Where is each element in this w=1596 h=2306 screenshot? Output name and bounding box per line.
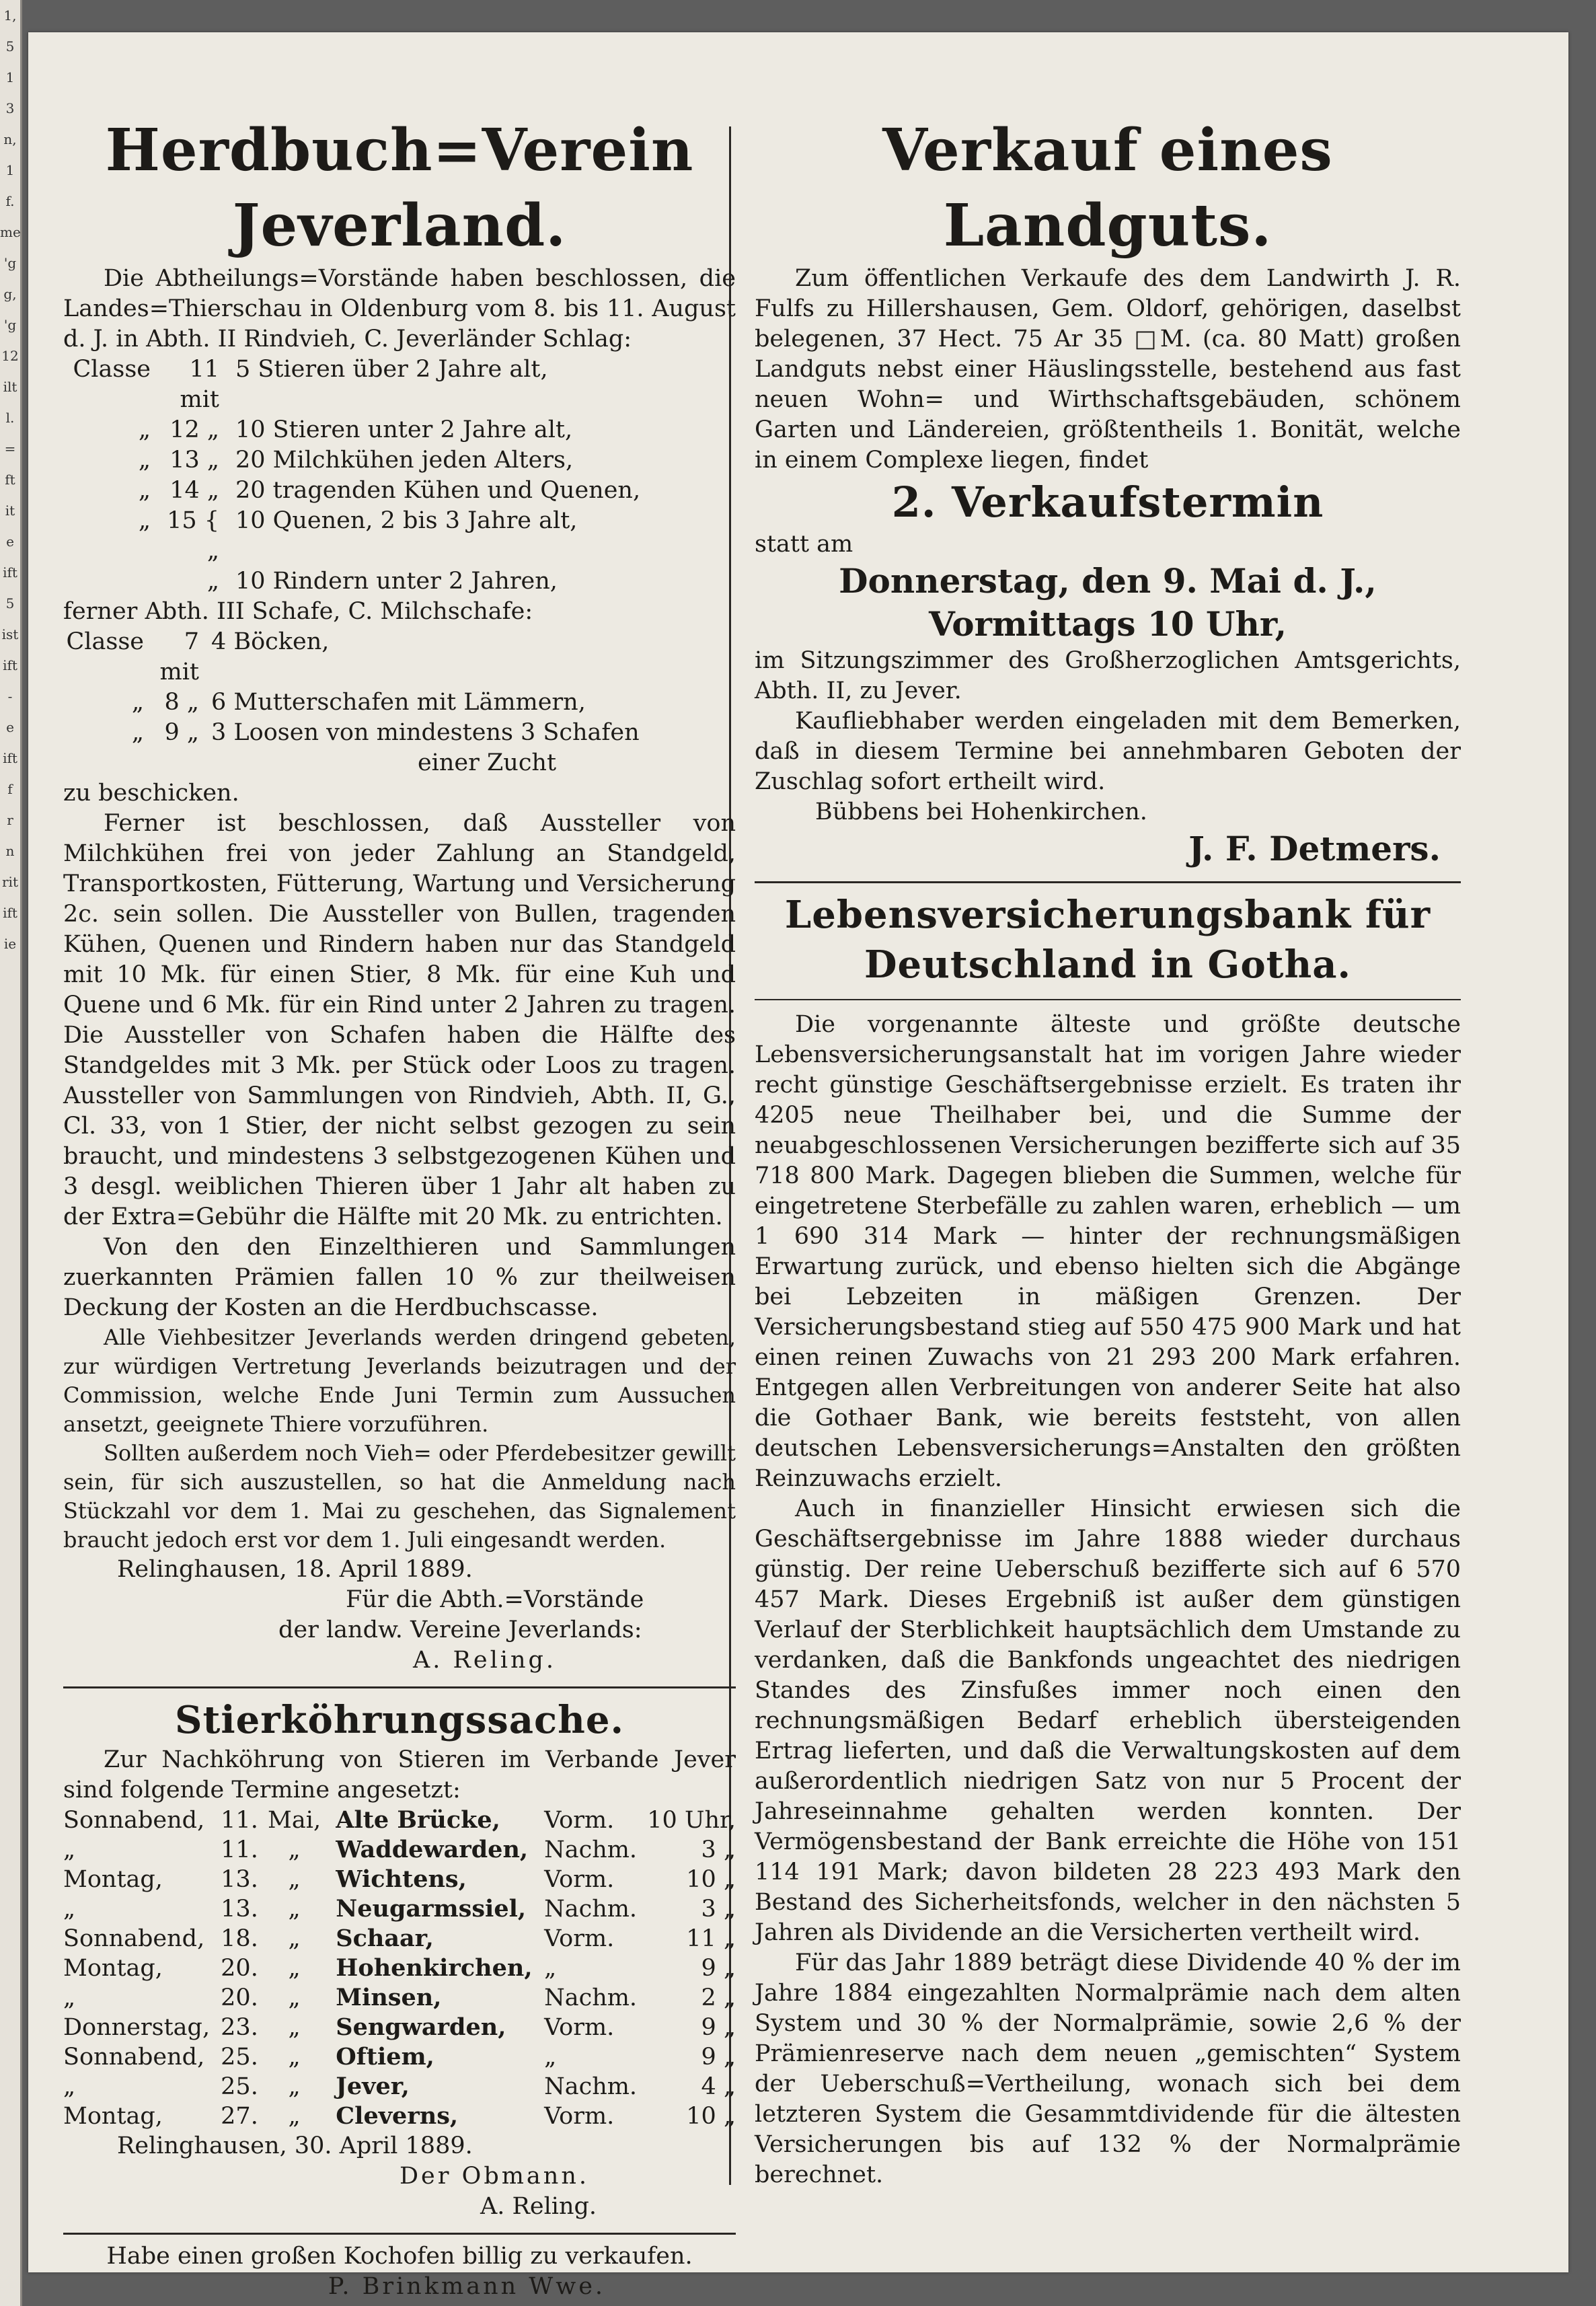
schedule-weekday: Sonnabend,	[63, 2044, 205, 2071]
edge-mark: 'g	[3, 317, 17, 333]
class-number: 11 mit	[180, 356, 219, 413]
edge-mark: l.	[5, 410, 15, 426]
schedule-row	[63, 1983, 736, 2013]
class-label: Classe	[66, 628, 144, 655]
schedule-month: „	[288, 1866, 301, 1893]
schedule-place: Jever,	[336, 2073, 410, 2100]
schedule-hour: 9 „	[701, 2014, 736, 2041]
class-description: 6 Mutterschafen mit Lämmern,	[211, 689, 586, 716]
schedule-hour: 10 „	[686, 2103, 736, 2130]
gotha-paragraph-2: Auch in finanzieller Hinsicht erwiesen sich die Geschäftsergebnisse im Jahre 1888 wieder durchaus günstig. Der reine Ueberschuß bezifferte sich auf 6 570 457 Mark. Dieses Ergebniß ist außer dem günstigen Verlauf der Sterblichkeit hauptsächlich dem Umstande zu verdanken, daß die Bankfonds ungeachtet des niedrigen Standes des Zinsfußes immer noch einen den rechnungsmäßigen Bedarf erheblich übersteigenden Ertrag lieferten, und daß die Verwaltungskosten auf dem außerordentlich niedrigen Satz von nur 5 Procent der Jahreseinnahme gehalten werden konnten. Der Vermögensbestand der Bank erreichte die Höhe von 151 114 191 Mark; davon bildeten 28 223 493 Mark den Bestand des Sicherheitsfonds, welcher in den nächsten 5 Jahren als Dividende an die Versicherten vertheilt wird.	[755, 1495, 1461, 1946]
class-description: 3 Loosen von mindestens 3 Schafen	[211, 719, 640, 746]
schedule-time-of-day: Nachm.	[544, 2073, 638, 2100]
signer: A. Reling.	[413, 1647, 557, 1674]
schedule-hour: 11 „	[686, 1925, 736, 1952]
schedule-day: 20.	[221, 1984, 258, 2011]
schedule-month: „	[288, 1984, 301, 2011]
schedule-time-of-day: „	[544, 2044, 557, 2071]
breed-line: einer Zucht	[417, 749, 557, 776]
edge-mark: 12	[1, 348, 19, 364]
schedule-hour: 9 „	[701, 1955, 736, 1982]
stierkoehrung-title: Stierköhrungssache.	[175, 1698, 624, 1742]
class-label: „	[131, 719, 144, 746]
schedule-hour: 10 „	[686, 1866, 736, 1893]
edge-mark: e	[6, 533, 14, 550]
schedule-weekday: Montag,	[63, 2103, 163, 2130]
class-number: 7 mit	[159, 628, 199, 685]
edge-mark: 3	[5, 100, 15, 116]
schedule-weekday: Montag,	[63, 1955, 163, 1982]
class-description: 10 Stieren unter 2 Jahre alt,	[235, 416, 573, 443]
edge-mark: me	[0, 224, 21, 240]
edge-mark: e	[6, 719, 14, 735]
sheep-class-list	[63, 627, 736, 748]
herdbuch-paragraph-3: Alle Viehbesitzer Jeverlands werden dringend gebeten, zur würdigen Vertretung Jeverlands beizutragen und der Commission, welche Ende Juni Termin zum Aussuchen ansetzt, geeignete Thiere vorzuführen.	[63, 1325, 736, 1437]
schedule-hour: 9 „	[701, 2044, 736, 2071]
class-label: Classe	[73, 356, 151, 383]
schedule-day: 20.	[221, 1955, 258, 1982]
schedule-day: 13.	[221, 1896, 258, 1923]
sale-time: Vormittags 10 Uhr,	[929, 604, 1287, 644]
class-number: „	[206, 568, 219, 595]
class-row	[63, 566, 736, 597]
schedule-day: 25.	[221, 2044, 258, 2071]
schedule-time-of-day: Vorm.	[544, 2103, 615, 2130]
sale-term-heading: 2. Verkaufstermin	[891, 478, 1324, 527]
class-row	[63, 415, 736, 445]
edge-mark: 5	[5, 595, 15, 611]
edge-mark: ift	[3, 564, 17, 581]
stierkoehrung-intro: Zur Nachköhrung von Stieren im Verbande Jever sind folgende Termine angesetzt:	[63, 1746, 736, 1803]
schedule-row	[63, 2042, 736, 2072]
schedule-month: „	[288, 2014, 301, 2041]
gotha-paragraph-3: Für das Jahr 1889 beträgt diese Dividende 40 % der im Jahre 1884 eingezahlten Normalprämie nach dem alten System und 30 % der Normalprämie, sowie 2,6 % der Prämienreserve nach dem neuen „gemischten“ System der Ueberschuß=Vertheilung, wonach sich bei dem letzteren System die Gesammtdividende für die ältesten Versicherungen bis auf 132 % der Normalprämie berechnet.	[755, 1949, 1461, 2188]
class-row	[63, 476, 736, 506]
schedule-place: Wichtens,	[336, 1865, 467, 1893]
left-page-edge	[0, 0, 22, 2306]
schedule-time-of-day: Vorm.	[544, 1925, 615, 1952]
class-label	[63, 566, 159, 597]
chairman: Der Obmann.	[400, 2163, 589, 2190]
schedule-table	[63, 1806, 736, 2131]
edge-mark: -	[7, 688, 13, 704]
class-row	[63, 506, 736, 566]
schedule-hour: 4 „	[701, 2073, 736, 2100]
edge-mark: r	[7, 812, 13, 828]
schedule-month: „	[288, 2103, 301, 2130]
herdbuch-title: Herdbuch=Verein Jeverland.	[105, 116, 694, 260]
seller-place: Bübbens bei Hohenkirchen.	[815, 798, 1147, 825]
divider	[63, 1686, 736, 1688]
schedule-day: 11.	[221, 1836, 258, 1863]
divider-4	[755, 999, 1461, 1000]
schedule-day: 23.	[221, 2014, 258, 2041]
schedule-month: „	[288, 1925, 301, 1952]
class-number: 15 { „	[167, 507, 219, 564]
edge-mark: ist	[1, 626, 19, 642]
schedule-row	[63, 1924, 736, 1954]
schedule-weekday: „	[63, 1896, 76, 1923]
schedule-weekday: „	[63, 2073, 76, 2100]
class-label: „	[138, 416, 151, 443]
schedule-row	[63, 1806, 736, 1835]
schedule-time-of-day: Nachm.	[544, 1984, 638, 2011]
sale-date: Donnerstag, den 9. Mai d. J.,	[839, 561, 1377, 601]
schedule-day: 25.	[221, 2073, 258, 2100]
class-description: 10 Rindern unter 2 Jahren,	[235, 568, 558, 595]
class-row	[63, 445, 736, 476]
landgut-title: Verkauf eines Landguts.	[882, 116, 1333, 260]
newspaper-page	[28, 32, 1568, 2300]
buyers-note: Kaufliebhaber werden eingeladen mit dem Bemerken, daß in diesem Termine bei annehmbaren Geboten der Zuschlag sofort ertheilt wird.	[755, 708, 1461, 795]
right-column	[755, 113, 1461, 2190]
edge-mark: 1	[5, 162, 15, 178]
for-board: Für die Abth.=Vorstände	[346, 1586, 644, 1613]
schedule-place: Hohenkirchen,	[336, 1954, 533, 1982]
schedule-row	[63, 2102, 736, 2131]
schedule-weekday: „	[63, 1984, 76, 2011]
edge-mark: n,	[3, 131, 17, 147]
class-description: 20 tragenden Kühen und Quenen,	[235, 477, 641, 504]
edge-mark: 'g	[3, 255, 17, 271]
schedule-place: Oftiem,	[336, 2043, 434, 2071]
schedule-hour: 2 „	[701, 1984, 736, 2011]
schedule-hour: 3 „	[701, 1836, 736, 1863]
edge-mark: ift	[3, 750, 17, 766]
schedule-place: Waddewarden,	[336, 1836, 529, 1863]
class-number: 14 „	[169, 477, 219, 504]
schedule-month: „	[288, 2073, 301, 2100]
place-date: Relinghausen, 18. April 1889.	[117, 1556, 473, 1583]
edge-mark: f	[7, 781, 13, 797]
class-number: 13 „	[169, 447, 219, 474]
stove-ad: Habe einen großen Kochofen billig zu verkaufen.	[106, 2243, 693, 2270]
schedule-weekday: Sonnabend,	[63, 1807, 205, 1834]
edge-mark: ift	[3, 657, 17, 673]
divider-2	[63, 2233, 736, 2235]
class-label: „	[138, 507, 151, 534]
class-number: 9 „	[164, 719, 199, 746]
class-row	[63, 718, 736, 748]
schedule-place: Schaar,	[336, 1925, 434, 1952]
to-send-line: zu beschicken.	[63, 780, 239, 807]
schedule-row	[63, 2072, 736, 2102]
herdbuch-intro: Die Abtheilungs=Vorstände haben beschlossen, die Landes=Thierschau in Oldenburg vom 8. bis 11. August d. J. in Abth. II Rindvieh, C. Jeverländer Schlag:	[63, 265, 736, 352]
class-number: 8 „	[164, 689, 199, 716]
schedule-row	[63, 1894, 736, 1924]
statt-am: statt am	[755, 531, 853, 558]
schedule-month: „	[288, 2044, 301, 2071]
schedule-hour: 3 „	[701, 1896, 736, 1923]
gotha-paragraph-1: Die vorgenannte älteste und größte deutsche Lebensversicherungsanstalt hat im vorigen Jahre wieder recht günstige Geschäftsergebnisse erzielt. Es traten ihr 4205 neue Theilhaber bei, und die Summe der neuabgeschlossenen Versicherungen bezifferte sich auf 35 718 800 Mark. Dagegen blieben die Summen, welche für eingetretene Sterbefälle zu zahlen waren, erheblich — um 1 690 314 Mark — hinter der rechnungsmäßigen Erwartung zurück, und ebenso hielten sich die Abgänge bei Lebzeiten in mäßigen Grenzen. Der Versicherungsbestand stieg auf 550 475 900 Mark und hat einen reinen Zuwachs von 21 293 200 Mark erfahren. Entgegen allen Verbreitungen von anderer Seite hat also die Gothaer Bank, wie bereits feststeht, von allen deutschen Lebensversicherungs=Anstalten den größten Reinzuwachs erzielt.	[755, 1011, 1461, 1492]
schedule-row	[63, 1865, 736, 1894]
class-number: 12 „	[169, 416, 219, 443]
class-description: 20 Milchkühen jeden Alters,	[235, 447, 574, 474]
edge-mark: 1	[5, 69, 15, 85]
schedule-day: 27.	[221, 2103, 258, 2130]
edge-mark: n	[5, 843, 15, 859]
schedule-row	[63, 2013, 736, 2042]
herdbuch-paragraph-4: Sollten außerdem noch Vieh= oder Pferdebesitzer gewillt sein, für sich auszustellen, so hat die Anmeldung nach Stückzahl vor dem 1. Mai zu geschehen, das Signalement braucht jedoch erst vor dem 1. Juli eingesandt werden.	[63, 1440, 736, 1553]
schedule-place: Alte Brücke,	[336, 1806, 500, 1834]
edge-mark: 1,	[3, 7, 17, 24]
schedule-place: Neugarmssiel,	[336, 1895, 527, 1923]
edge-mark: f.	[5, 193, 15, 209]
class-label: „	[138, 477, 151, 504]
herdbuch-paragraph-2: Von den den Einzelthieren und Sammlungen zuerkannten Prämien fallen 10 % zur theilweisen Deckung der Kosten an die Herdbuchscasse.	[63, 1234, 736, 1321]
schedule-weekday: Donnerstag,	[63, 2014, 211, 2041]
left-column	[63, 113, 736, 2302]
class-description: 5 Stieren über 2 Jahre alt,	[235, 356, 548, 383]
edge-mark: =	[4, 441, 16, 457]
schedule-time-of-day: Vorm.	[544, 1866, 615, 1893]
class-row	[63, 355, 736, 415]
gotha-title: Lebensversicherungsbank für Deutschland in Gotha.	[784, 893, 1431, 987]
schedule-month: Mai,	[268, 1807, 321, 1834]
schedule-time-of-day: „	[544, 1955, 557, 1982]
schedule-row	[63, 1835, 736, 1865]
schedule-hour: 10 Uhr,	[647, 1807, 736, 1834]
herdbuch-paragraph-1: Ferner ist beschlossen, daß Aussteller von Milchkühen frei von jeder Zahlung an Standgeld, Transportkosten, Fütterung, Wartung und Versicherung 2c. sein sollen. Die Aussteller von Bullen, tragenden Kühen, Quenen und Rindern haben nur das Standgeld mit 10 Mk. für einen Stier, 8 Mk. für eine Kuh und Quene und 6 Mk. für ein Rind unter 2 Jahren zu tragen. Die Aussteller von Schafen haben die Hälfte des Standgeldes mit 3 Mk. per Stück oder Loos zu tragen. Aussteller von Sammlungen von Rindvieh, Abth. II, G., Cl. 33, von 1 Stier, der nicht selbst gezogen zu sein braucht, und mindestens 3 selbstgezogenen Kühen und 3 desgl. weiblichen Thieren über 1 Jahr alt haben zu der Extra=Gebühr die Hälfte mit 20 Mk. zu entrichten.	[63, 810, 736, 1230]
schedule-month: „	[288, 1896, 301, 1923]
edge-mark: ilt	[3, 379, 17, 395]
schedule-weekday: Sonnabend,	[63, 1925, 205, 1952]
schedule-day: 13.	[221, 1866, 258, 1893]
place-date-2: Relinghausen, 30. April 1889.	[117, 2132, 473, 2159]
schedule-day: 18.	[221, 1925, 258, 1952]
schedule-place: Minsen,	[336, 1984, 442, 2011]
schedule-day: 11.	[221, 1807, 258, 1834]
board-line: der landw. Vereine Jeverlands:	[278, 1616, 642, 1643]
edge-mark: ft	[5, 472, 15, 488]
class-description: 10 Quenen, 2 bis 3 Jahre alt,	[235, 507, 578, 534]
landgut-paragraph: Zum öffentlichen Verkaufe des dem Landwirth J. R. Fulfs zu Hillershausen, Gem. Oldorf, gehörigen, daselbst belegenen, 37 Hect. 75 Ar 35 □M. (ca. 80 Matt) großen Landguts nebst einer Häuslingsstelle, bestehend aus fast neuen Wohn= und Wirthschaftsgebäuden, schönem Garten und Ländereien, größtentheils 1. Bonität, welche in einem Complexe liegen, findet	[755, 265, 1461, 474]
schedule-place: Cleverns,	[336, 2102, 459, 2130]
edge-mark: it	[5, 503, 15, 519]
schedule-weekday: Montag,	[63, 1866, 163, 1893]
schedule-month: „	[288, 1836, 301, 1863]
sheep-heading: ferner Abth. III Schafe, C. Milchschafe:	[63, 598, 533, 625]
edge-mark: ie	[3, 936, 17, 952]
schedule-time-of-day: Vorm.	[544, 1807, 615, 1834]
edge-mark: rit	[2, 874, 18, 890]
class-label: „	[138, 447, 151, 474]
divider-3	[755, 881, 1461, 883]
cattle-class-list	[63, 355, 736, 597]
stove-ad-signer: P. Brinkmann Wwe.	[328, 2273, 606, 2300]
schedule-weekday: „	[63, 1836, 76, 1863]
schedule-row	[63, 1954, 736, 1983]
class-label: „	[131, 689, 144, 716]
schedule-month: „	[288, 1955, 301, 1982]
schedule-time-of-day: Nachm.	[544, 1896, 638, 1923]
edge-mark: ift	[3, 905, 17, 921]
schedule-place: Sengwarden,	[336, 2013, 506, 2041]
schedule-time-of-day: Vorm.	[544, 2014, 615, 2041]
edge-mark: g,	[3, 286, 17, 302]
class-row	[63, 627, 736, 687]
class-description: 4 Böcken,	[211, 628, 330, 655]
seller-signature: J. F. Detmers.	[1188, 829, 1441, 868]
sale-location: im Sitzungszimmer des Großherzoglichen Amtsgerichts, Abth. II, zu Jever.	[755, 647, 1461, 704]
signer-2: A. Reling.	[480, 2193, 597, 2220]
edge-mark: 5	[5, 38, 15, 54]
class-row	[63, 687, 736, 718]
schedule-time-of-day: Nachm.	[544, 1836, 638, 1863]
